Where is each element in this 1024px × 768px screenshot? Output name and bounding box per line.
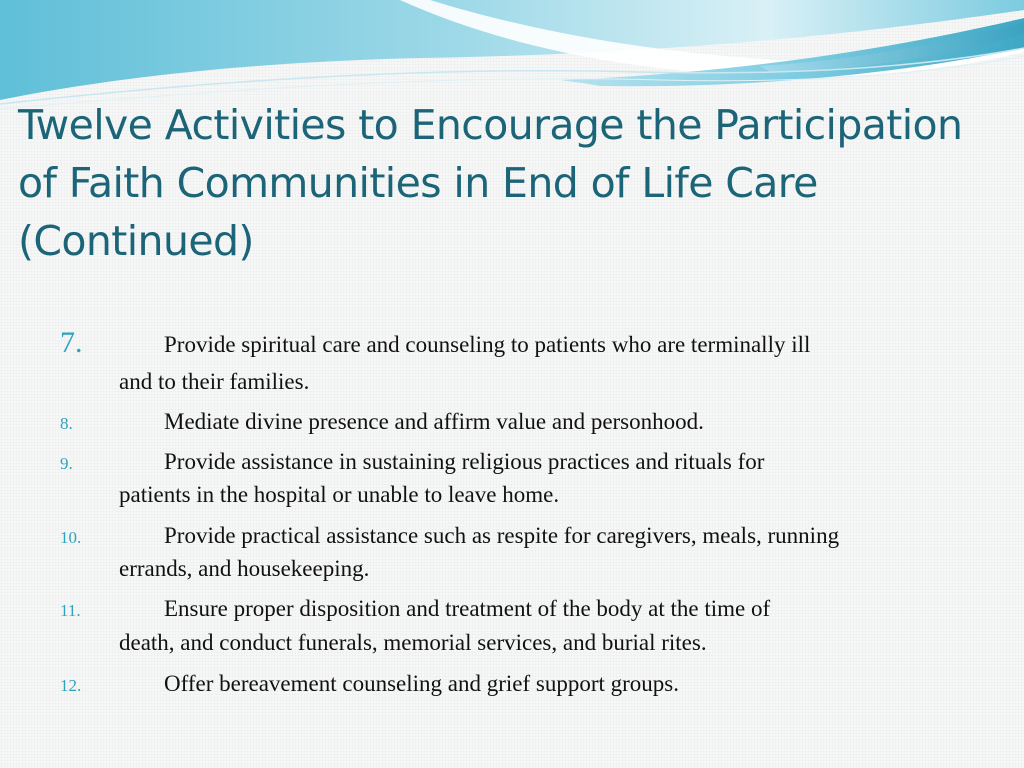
item-text-line-1: Offer bereavement counseling and grief support groups. (164, 671, 679, 696)
item-text-line-1: Provide assistance in sustaining religious practices and rituals for (164, 449, 765, 474)
item-text-line-1: Ensure proper disposition and treatment of the body at the time of (164, 596, 771, 621)
item-number: 9. (60, 454, 73, 473)
title-line-2: of Faith Communities in End of Life Care (18, 159, 818, 207)
item-number: 11. (60, 601, 81, 620)
item-number: 8. (60, 414, 73, 433)
item-text-line-2: and to their families. (119, 369, 310, 394)
item-text-line-1: Provide practical assistance such as respite for caregivers, meals, running (164, 523, 840, 548)
item-number: 10. (60, 528, 82, 547)
item-text-line-1: Mediate divine presence and affirm value and personhood. (164, 409, 704, 434)
item-text-line-1: Provide spiritual care and counseling to patients who are terminally ill (164, 332, 811, 357)
item-number: 7. (60, 326, 83, 359)
item-number: 12. (60, 676, 82, 695)
title-line-1: Twelve Activities to Encourage the Participation (18, 101, 963, 149)
item-text-line-2: errands, and housekeeping. (119, 556, 370, 581)
title-line-3: (Continued) (18, 217, 254, 265)
item-text-line-2: death, and conduct funerals, memorial services, and burial rites. (119, 630, 707, 655)
item-text-line-2: patients in the hospital or unable to leave home. (119, 482, 560, 507)
